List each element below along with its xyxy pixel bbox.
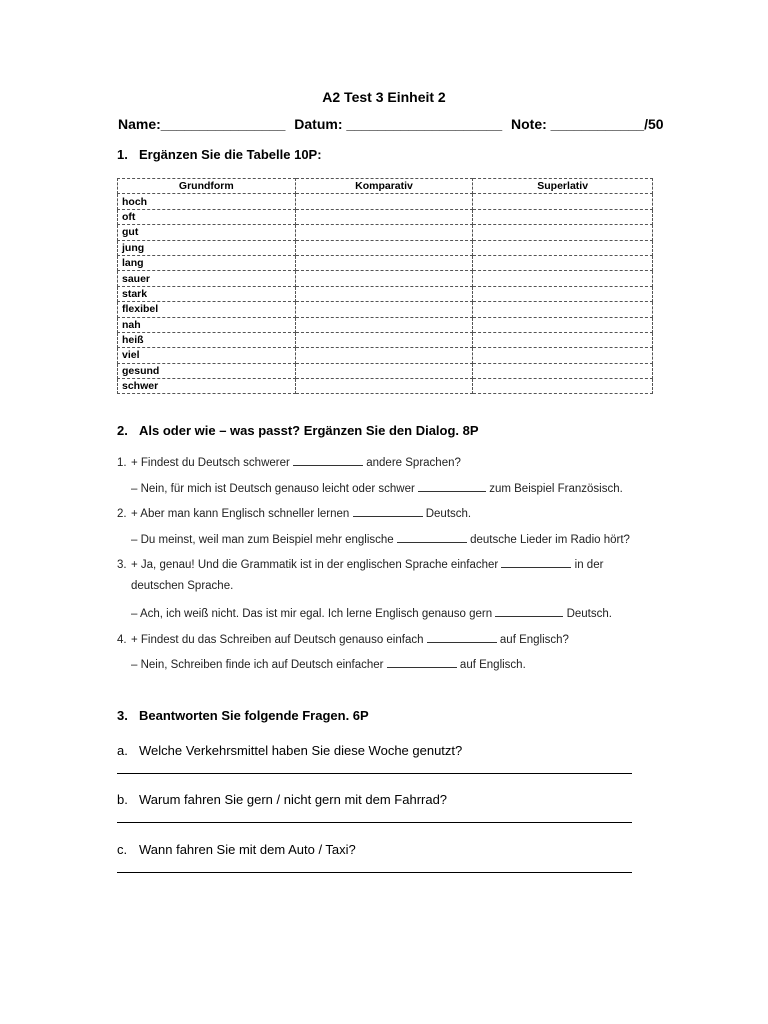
question-item — [117, 743, 462, 758]
header-fields — [118, 116, 664, 132]
answer-blank[interactable] — [293, 455, 363, 466]
section1-title: Ergänzen Sie die Tabelle 10P: — [139, 147, 322, 162]
answer-blank[interactable] — [353, 506, 423, 517]
superlativ-cell[interactable] — [473, 209, 653, 224]
table-row — [118, 209, 653, 224]
superlativ-cell[interactable] — [473, 225, 653, 240]
grundform-cell: gesund — [118, 363, 296, 378]
section2-number: 2. — [117, 423, 128, 438]
answer-blank[interactable] — [387, 657, 457, 668]
grundform-cell: stark — [118, 286, 296, 301]
komparativ-cell[interactable] — [295, 225, 473, 240]
dialog-line — [117, 580, 233, 592]
komparativ-cell[interactable] — [295, 286, 473, 301]
superlativ-cell[interactable] — [473, 332, 653, 347]
table-row — [118, 363, 653, 378]
grundform-cell: viel — [118, 348, 296, 363]
question-item — [117, 842, 356, 857]
dialog-line — [117, 606, 612, 620]
dialog-number: 2. — [117, 508, 127, 520]
table-row — [118, 240, 653, 255]
column-komparativ: Komparativ — [295, 179, 473, 194]
dialog-text: + Ja, genau! Und die Grammatik ist in der englischen Sprache einfacher — [131, 559, 499, 571]
komparativ-cell[interactable] — [295, 332, 473, 347]
column-grundform: Grundform — [118, 179, 296, 194]
komparativ-cell[interactable] — [295, 194, 473, 209]
superlativ-cell[interactable] — [473, 317, 653, 332]
dialog-text: zum Beispiel Französisch. — [489, 483, 623, 495]
grundform-cell: oft — [118, 209, 296, 224]
superlativ-cell[interactable] — [473, 271, 653, 286]
dialog-text: – Nein, Schreiben finde ich auf Deutsch einfacher — [131, 659, 384, 671]
dialog-text: andere Sprachen? — [366, 457, 461, 469]
answer-line[interactable] — [117, 773, 632, 774]
adjective-table — [117, 178, 653, 394]
answer-blank[interactable] — [397, 532, 467, 543]
question-text: Wann fahren Sie mit dem Auto / Taxi? — [139, 842, 356, 857]
grundform-cell: schwer — [118, 379, 296, 394]
komparativ-cell[interactable] — [295, 348, 473, 363]
dialog-text: deutschen Sprache. — [131, 580, 234, 592]
grundform-cell: jung — [118, 240, 296, 255]
section1-number: 1. — [117, 147, 128, 162]
section3-number: 3. — [117, 708, 128, 723]
answer-blank[interactable] — [495, 606, 563, 617]
superlativ-cell[interactable] — [473, 348, 653, 363]
note-field[interactable]: Note: ____________/50 — [511, 116, 664, 132]
grundform-cell: flexibel — [118, 302, 296, 317]
dialog-text: Deutsch. — [566, 608, 612, 620]
question-text: Warum fahren Sie gern / nicht gern mit dem Fahrrad? — [139, 792, 448, 807]
table-row — [118, 348, 653, 363]
question-label: b. — [117, 792, 128, 807]
dialog-line — [117, 455, 461, 469]
table-row — [118, 194, 653, 209]
dialog-text: + Findest du Deutsch schwerer — [131, 457, 290, 469]
table-row — [118, 332, 653, 347]
answer-line[interactable] — [117, 822, 632, 823]
column-superlativ: Superlativ — [473, 179, 653, 194]
datum-field[interactable]: Datum: ____________________ — [294, 116, 503, 132]
komparativ-cell[interactable] — [295, 209, 473, 224]
grundform-cell: gut — [118, 225, 296, 240]
grundform-cell: lang — [118, 255, 296, 270]
dialog-number: 1. — [117, 457, 127, 469]
dialog-text: – Du meinst, weil man zum Beispiel mehr englische — [131, 534, 394, 546]
dialog-text: – Nein, für mich ist Deutsch genauso leicht oder schwer — [131, 483, 415, 495]
answer-line[interactable] — [117, 872, 632, 873]
page-title: A2 Test 3 Einheit 2 — [322, 89, 446, 105]
question-label: a. — [117, 743, 128, 758]
superlativ-cell[interactable] — [473, 302, 653, 317]
answer-blank[interactable] — [427, 632, 497, 643]
dialog-line — [117, 557, 603, 571]
superlativ-cell[interactable] — [473, 363, 653, 378]
dialog-line — [117, 506, 471, 520]
section1-heading — [117, 147, 322, 162]
dialog-line — [117, 481, 623, 495]
section3-heading — [117, 708, 369, 723]
table-row — [118, 302, 653, 317]
grundform-cell: heiß — [118, 332, 296, 347]
komparativ-cell[interactable] — [295, 379, 473, 394]
section2-title: Als oder wie – was passt? Ergänzen Sie den Dialog. 8P — [139, 423, 479, 438]
table-row — [118, 317, 653, 332]
table-row — [118, 271, 653, 286]
superlativ-cell[interactable] — [473, 240, 653, 255]
komparativ-cell[interactable] — [295, 317, 473, 332]
komparativ-cell[interactable] — [295, 302, 473, 317]
table-row — [118, 255, 653, 270]
dialog-number: 3. — [117, 559, 127, 571]
komparativ-cell[interactable] — [295, 271, 473, 286]
dialog-line — [117, 532, 630, 546]
superlativ-cell[interactable] — [473, 379, 653, 394]
grundform-cell: hoch — [118, 194, 296, 209]
name-field[interactable]: Name:________________ — [118, 116, 286, 132]
dialog-text: + Findest du das Schreiben auf Deutsch genauso einfach — [131, 634, 424, 646]
dialog-text: auf Englisch? — [499, 634, 569, 646]
question-item — [117, 792, 447, 807]
grundform-cell: nah — [118, 317, 296, 332]
komparativ-cell[interactable] — [295, 240, 473, 255]
dialog-text: in der — [574, 559, 604, 571]
dialog-text: deutsche Lieder im Radio hört? — [470, 534, 630, 546]
superlativ-cell[interactable] — [473, 286, 653, 301]
dialog-text: – Ach, ich weiß nicht. Das ist mir egal. Ich lerne Englisch genauso gern — [131, 608, 493, 620]
answer-blank[interactable] — [418, 481, 486, 492]
dialog-line — [117, 632, 569, 646]
dialog-line — [117, 657, 526, 671]
komparativ-cell[interactable] — [295, 255, 473, 270]
superlativ-cell[interactable] — [473, 194, 653, 209]
table-row — [118, 286, 653, 301]
table-header-row — [118, 179, 653, 194]
answer-blank[interactable] — [501, 557, 571, 568]
grundform-cell: sauer — [118, 271, 296, 286]
section2-heading — [117, 423, 479, 438]
komparativ-cell[interactable] — [295, 363, 473, 378]
section3-title: Beantworten Sie folgende Fragen. 6P — [139, 708, 369, 723]
dialog-number: 4. — [117, 634, 127, 646]
question-label: c. — [117, 842, 128, 857]
table-row — [118, 379, 653, 394]
table-row — [118, 225, 653, 240]
dialog-text: + Aber man kann Englisch schneller lernen — [131, 508, 350, 520]
dialog-text: auf Englisch. — [459, 659, 526, 671]
question-text: Welche Verkehrsmittel haben Sie diese Woche genutzt? — [139, 743, 463, 758]
dialog-text: Deutsch. — [425, 508, 472, 520]
superlativ-cell[interactable] — [473, 255, 653, 270]
